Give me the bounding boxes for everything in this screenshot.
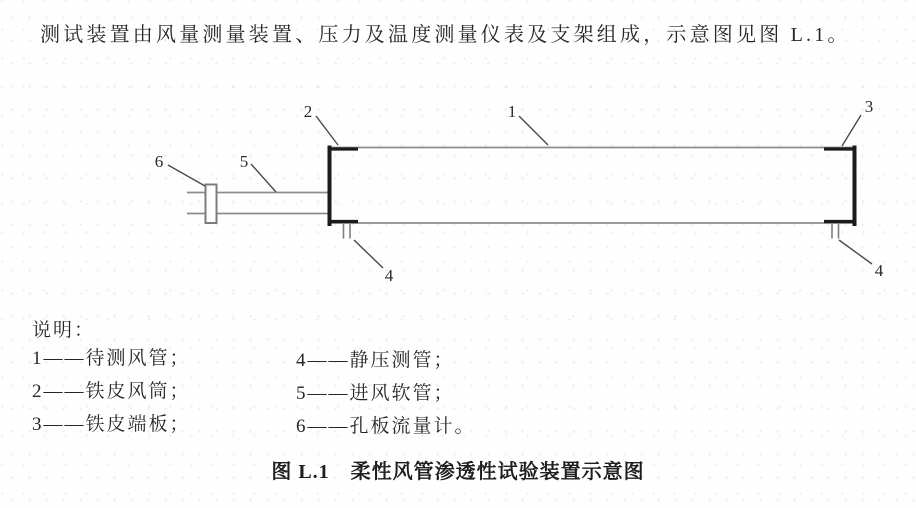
leader-line-2 <box>316 116 338 145</box>
legend-item-1: 1——待测风管； <box>32 348 191 369</box>
legend-item-3: 3——铁皮端板； <box>32 414 191 435</box>
figure-caption: 图 L.1 柔性风管渗透性试验装置示意图 <box>271 461 645 483</box>
leader-line-6 <box>168 165 205 186</box>
leader-line-3 <box>842 115 861 146</box>
callout-number-3: 3 <box>864 97 874 116</box>
callout-number-4-left: 4 <box>384 266 394 285</box>
callout-number-5: 5 <box>239 152 249 171</box>
legend-item-2: 2——铁皮风筒； <box>32 381 191 402</box>
leader-line-4-left <box>354 240 383 268</box>
leader-line-4-right <box>839 240 872 264</box>
callout-number-6: 6 <box>154 152 164 171</box>
leader-line-5 <box>251 164 276 192</box>
callout-number-2: 2 <box>303 102 313 121</box>
orifice-flow-meter <box>206 185 217 224</box>
legend-item-6: 6——孔板流量计。 <box>296 416 476 437</box>
callout-number-4-right: 4 <box>874 261 884 280</box>
legend-item-4: 4——静压测管； <box>296 350 455 371</box>
legend-title: 说明： <box>32 320 96 341</box>
legend-item-5: 5——进风软管； <box>296 383 455 404</box>
leader-line-1 <box>519 116 548 145</box>
legend-column-2 <box>296 344 476 443</box>
callout-number-1: 1 <box>507 102 517 121</box>
legend-column-1 <box>32 342 191 441</box>
intro-paragraph: 测试装置由风量测量装置、压力及温度测量仪表及支架组成，示意图见图 L.1。 <box>40 24 851 46</box>
